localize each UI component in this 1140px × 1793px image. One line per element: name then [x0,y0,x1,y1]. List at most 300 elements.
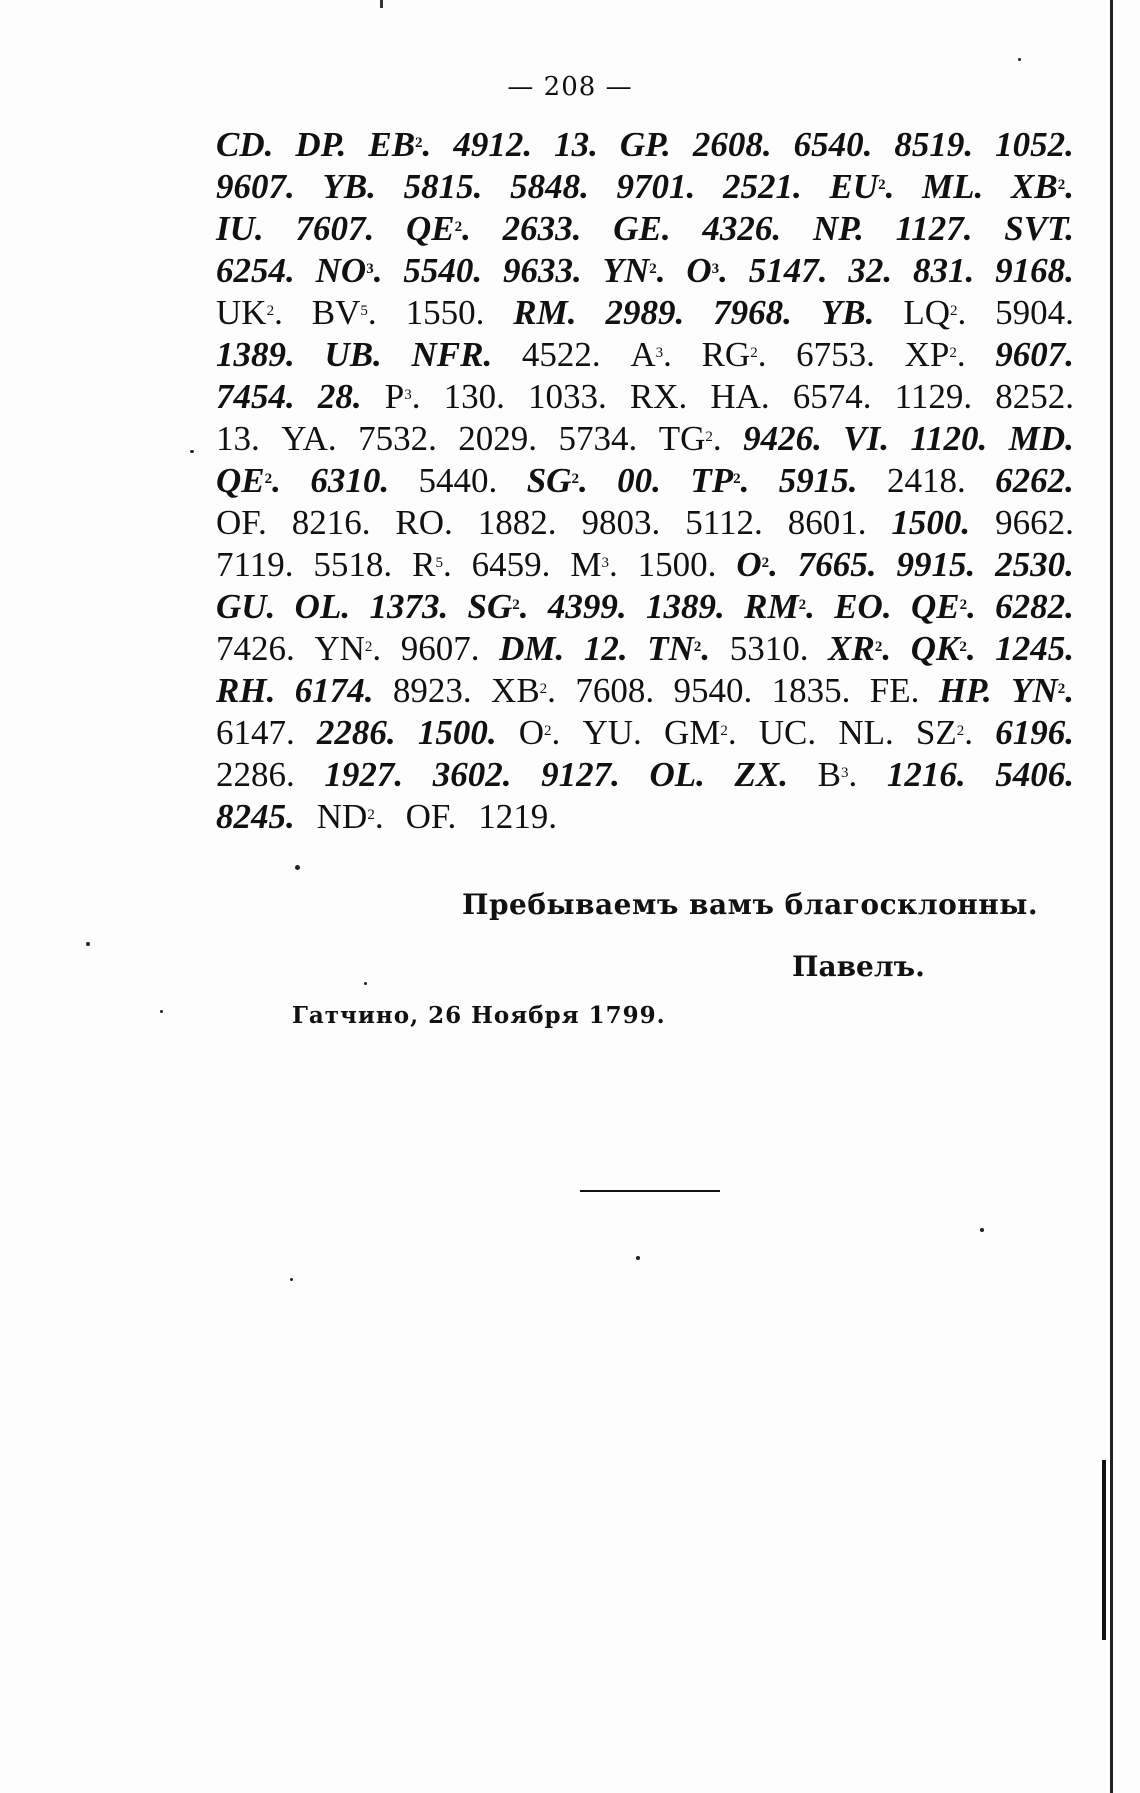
cipher-group-text: OL. [649,755,705,794]
cipher-group-text: 1882. [477,503,557,542]
cipher-punctuation: . [442,545,452,584]
cipher-punctuation: . [663,335,672,374]
cipher-group [216,586,275,628]
cipher-group [393,670,472,712]
cipher-group [548,586,627,628]
cipher-group [673,670,752,712]
cipher-group [796,334,875,376]
cipher-superscript: 3 [711,261,720,277]
cipher-group [1011,670,1074,712]
cipher-group-text: 5440. [418,461,498,500]
cipher-punctuation: . [882,629,892,668]
cipher-group [1011,166,1074,208]
cipher-group [478,796,557,838]
cipher-group [419,460,498,502]
cipher-group [570,544,617,586]
cipher-group-text: 2286. [216,755,295,794]
cipher-group [317,796,384,838]
cipher-group-text: QE [216,461,265,500]
cipher-group [216,124,273,166]
cipher-group-text: 5848. [510,167,589,206]
ink-speck [980,1228,984,1232]
cipher-group [603,250,666,292]
cipher-punctuation: . [848,755,858,794]
cipher-group-text: 6310. [310,461,390,500]
cipher-punctuation: . [272,461,281,500]
cipher-group [870,670,920,712]
cipher-group [418,712,497,754]
cipher-superscript: 2 [878,177,886,193]
cipher-superscript: 3 [601,555,609,571]
cipher-group [995,754,1074,796]
cipher-group-text: NO [315,251,367,290]
cipher-group-text: EB [368,125,416,164]
cipher-punctuation: . [769,545,778,584]
cipher-group-text: 7119. [216,545,294,584]
cipher-punctuation: . [956,335,966,374]
cipher-group [772,670,851,712]
cipher-group [582,502,661,544]
cipher-group [838,712,893,754]
cipher-group-text: 1219. [478,797,558,836]
cipher-line [216,712,1074,754]
cipher-group-text: 5904. [995,293,1074,332]
cipher-group-text: 2521. [723,167,802,206]
cipher-group-text: 32. [848,251,893,290]
cipher-group-text: 2418. [886,461,966,500]
cipher-superscript: 2 [949,303,958,319]
cipher-group-text: 6753. [796,335,875,374]
cipher-superscript: 2 [798,597,807,613]
cipher-group [369,586,448,628]
cipher-group [995,124,1074,166]
cipher-group [650,754,705,796]
cipher-line [216,502,1074,544]
cipher-group-text: ZX. [734,755,789,794]
cipher-group-text: NL. [838,713,894,752]
cipher-group [911,586,976,628]
cipher-group-text: 9607. [995,335,1074,374]
cipher-group [312,292,377,334]
cipher-group-text: 8216. [291,503,371,542]
page-edge-rule [1110,0,1113,1793]
cipher-punctuation: . [422,125,432,164]
cipher-group-text: 2608. [692,125,772,164]
cipher-group [324,754,403,796]
cipher-group-text: IU. [216,209,264,248]
section-separator-rule [580,1190,720,1192]
cipher-group [216,418,260,460]
cipher-line [216,208,1074,250]
cipher-group [453,124,532,166]
cipher-group-text: GP. [619,125,671,164]
cipher-group [358,418,437,460]
cipher-superscript: 2 [649,261,657,277]
cipher-line [216,754,1074,796]
cipher-group-text: RM. [513,293,577,332]
cipher-superscript: 2 [539,681,548,697]
cipher-group-text: YB. [820,293,875,332]
cipher-group-text: SG [526,461,572,500]
cipher-group-text: YA. [281,419,337,458]
cipher-group [788,502,867,544]
cipher-group [735,754,788,796]
cipher-punctuation: . [608,545,618,584]
cipher-line [216,166,1074,208]
cipher-group [723,166,802,208]
cipher-group [818,754,858,796]
cipher-group-text: 6574. [792,377,872,416]
cipher-group [314,628,381,670]
cipher-group [316,250,383,292]
cipher-group-text: YB. [322,167,376,206]
cipher-group-text: 9662. [995,503,1074,542]
cipher-group-text: 1033. [527,377,607,416]
cipher-group-text: 2530. [995,545,1074,584]
cipher-superscript: 2 [733,471,741,487]
cipher-group-text: 1927. [324,755,404,794]
cipher-punctuation: . [551,713,561,752]
cipher-group-text: GM [663,713,721,752]
cipher-superscript: 2 [454,219,463,235]
cipher-group [216,754,295,796]
cipher-group-text: O [518,713,545,752]
cipher-group [559,418,638,460]
cipher-group-text: DP. [295,125,347,164]
cipher-group-text: 1835. [771,671,851,710]
cipher-group [995,544,1074,586]
cipher-group-text: O [736,545,762,584]
cipher-group [995,376,1074,418]
cipher-group [295,208,374,250]
cipher-group-text: XR [828,629,875,668]
cipher-line [216,544,1074,586]
cipher-group [216,376,295,418]
cipher-line [216,250,1074,292]
cipher-group-text: 1373. [369,587,449,626]
cipher-punctuation: . [727,713,737,752]
cipher-group [491,670,556,712]
cipher-group-text: 5147. [748,251,828,290]
cipher-group-text: 9607. [400,629,480,668]
cipher-group-text: 4399. [547,587,627,626]
cipher-group-text: UC. [758,713,817,752]
cipher-group-text: 1052. [995,125,1074,164]
cipher-group-text: GU. [216,587,276,626]
cipher-punctuation: . [712,419,722,458]
cipher-group [575,670,654,712]
cipher-line [216,292,1074,334]
cipher-group [702,334,767,376]
cipher-group-text: 9607. [216,167,295,206]
cipher-group-text: 2029. [458,419,538,458]
cipher-superscript: 2 [949,345,957,361]
cipher-line [216,796,1074,838]
cipher-group [1009,418,1074,460]
cipher-group-text: 7426. [216,629,295,668]
cipher-superscript: 2 [761,555,770,571]
cipher-superscript: 2 [264,471,273,487]
cipher-superscript: 2 [364,639,373,655]
cipher-group-text: 8519. [894,125,974,164]
cipher-group [743,418,822,460]
cipher-group [292,502,371,544]
cipher-group-text: 7532. [358,419,437,458]
cipher-line [216,460,1074,502]
cipher-group-text: 1500. [637,545,717,584]
cipher-group-text: B [817,755,841,794]
cipher-group [713,292,792,334]
cipher-group [887,460,966,502]
cipher-group-text: 7665. [797,545,877,584]
cipher-line [216,586,1074,628]
cipher-group-text: ND [316,797,368,836]
cipher-group [401,628,480,670]
cipher-group-text: 1216. [886,755,966,794]
cipher-group [910,418,987,460]
top-edge-mark [380,0,383,8]
cipher-group [510,166,589,208]
cipher-punctuation: . [885,167,895,206]
cipher-group-text: FE. [869,671,920,710]
cipher-group [406,292,485,334]
cipher-group [995,334,1074,376]
cipher-punctuation: . [719,251,728,290]
cipher-group [630,334,672,376]
cipher-group-text: RX. [629,377,688,416]
cipher-group [710,376,769,418]
ink-speck [290,1278,293,1281]
ink-speck [86,942,90,946]
cipher-group-text: 1500. [417,713,497,752]
cipher-group-text: 5734. [558,419,638,458]
cipher-group-text: 2989. [605,293,685,332]
cipher-group [686,250,728,292]
cipher-group [779,460,858,502]
cipher-punctuation: . [519,587,529,626]
cipher-group-text: XP [904,335,950,374]
cipher-line [216,376,1074,418]
cipher-group [216,334,295,376]
cipher-group [503,208,582,250]
cipher-group [395,502,452,544]
signature: Павелъ. [792,950,925,983]
cipher-superscript: 2 [705,429,713,445]
cipher-superscript: 2 [512,597,520,613]
cipher-group-text: R [412,545,436,584]
cipher-group [368,124,431,166]
cipher-group [690,460,749,502]
cipher-group [318,376,362,418]
cipher-group [541,754,620,796]
cipher-group-text: 6147. [216,713,295,752]
cipher-superscript: 2 [1057,177,1066,193]
cipher-group [295,124,346,166]
cipher-group [896,208,973,250]
cipher-group-text: 9803. [581,503,661,542]
cipher-group-text: P [384,377,405,416]
cipher-line [216,628,1074,670]
cipher-group [403,250,482,292]
cipher-group-text: 5112. [685,503,763,542]
cipher-group [522,334,601,376]
cipher-group-text: 6254. [216,251,295,290]
cipher-group-text: OF. [216,503,267,542]
cipher-group-text: HA. [710,377,770,416]
cipher-group-text: SZ [915,713,957,752]
cipher-group-text: YU. [582,713,642,752]
cipher-group [458,418,537,460]
cipher-punctuation: . [547,671,556,710]
cipher-group [620,124,671,166]
cipher-line [216,124,1074,166]
cipher-group-text: RO. [395,503,453,542]
cipher-group-text: 2633. [502,209,582,248]
cipher-group [759,712,816,754]
cipher-group [478,502,557,544]
cipher-group-text: 13. [216,419,260,458]
cipher-group [404,166,483,208]
cipher-superscript: 5 [435,555,443,571]
cipher-superscript: 2 [959,639,967,655]
cipher-punctuation: . [967,587,976,626]
cipher-group-text: 12. [583,629,628,668]
cipher-group [630,376,687,418]
cipher-punctuation: . [964,713,974,752]
cipher-superscript: 2 [693,639,702,655]
cipher-group [895,376,972,418]
cipher-group-text: 1129. [894,377,973,416]
cipher-group [916,712,973,754]
cipher-group-text: 1389. [646,587,725,626]
cipher-group [1004,208,1074,250]
cipher-group-text: NP. [812,209,864,248]
ink-speck [364,982,367,985]
cipher-group-text: XB [491,671,540,710]
cipher-group [617,460,661,502]
cipher-superscript: 5 [360,303,368,319]
cipher-group-text: BV [311,293,361,332]
closing-phrase: Пребываемъ вамъ благосклонны. [462,888,1039,921]
cipher-superscript: 2 [544,723,552,739]
cipher-superscript: 3 [841,765,849,781]
ink-speck [190,450,194,453]
cipher-group [503,250,582,292]
cipher-group [317,712,396,754]
cipher-group [995,250,1074,292]
cipher-line [216,670,1074,712]
cipher-group [412,544,452,586]
cipher-group-text: 6262. [995,461,1074,500]
cipher-group [324,334,381,376]
cipher-punctuation: . [957,293,967,332]
cipher-punctuation: . [656,251,666,290]
cipher-group-text: 28. [317,377,362,416]
cipher-group-text: YN [1011,671,1058,710]
cipher-group-text: SVT. [1004,209,1074,248]
cipher-group-text: 8252. [995,377,1074,416]
cipher-group-text: 4326. [702,209,782,248]
cipher-group-text: A [630,335,656,374]
cipher-group-text: 5540. [403,251,483,290]
cipher-group [216,628,295,670]
cipher-group-text: 9701. [616,167,696,206]
cipher-group [295,670,374,712]
cipher-group [433,754,512,796]
cipher-group [499,628,564,670]
cipher-superscript: 2 [750,345,758,361]
cipher-group-text: 1245. [995,629,1074,668]
cipher-group-text: 6174. [294,671,374,710]
cipher-superscript: 2 [874,639,883,655]
cipher-group [613,208,670,250]
cipher-punctuation: . [701,629,711,668]
cipher-punctuation: . [966,629,976,668]
cipher-punctuation: . [462,209,471,248]
cipher-group-text: 6196. [995,713,1074,752]
cipher-group [519,712,561,754]
cipher-group-text: 5518. [313,545,393,584]
cipher-superscript: 2 [720,723,728,739]
cipher-punctuation: . [372,629,382,668]
cipher-group [322,166,375,208]
cipher-group-text: QE [406,209,455,248]
cipher-text-block [216,124,1074,838]
ink-speck [636,1256,640,1260]
cipher-punctuation: . [740,461,750,500]
cipher-group-text: DM. [499,629,565,668]
cipher-group [664,712,737,754]
ink-speck [160,1010,163,1013]
cipher-group-text: NFR. [411,335,493,374]
cipher-group-text: XB [1010,167,1058,206]
cipher-group [829,166,894,208]
cipher-group [216,250,295,292]
cipher-group-text: TP [690,461,734,500]
cipher-group-text: 130. [443,377,505,416]
cipher-group [702,208,781,250]
cipher-superscript: 2 [367,807,375,823]
cipher-group [843,418,889,460]
cipher-group-text: HP. [938,671,992,710]
cipher-line [216,334,1074,376]
cipher-group [905,334,966,376]
cipher-group [995,502,1074,544]
cipher-group-text: 7968. [713,293,792,332]
cipher-group-text: 9540. [673,671,753,710]
cipher-group [821,292,874,334]
cipher-group-text: UB. [324,335,382,374]
cipher-punctuation: . [806,587,815,626]
cipher-group-text: QK [910,629,960,668]
cipher-group-text: 6282. [995,587,1074,626]
cipher-group-text: OF. [405,797,457,836]
cipher-group-text: 6540. [793,125,873,164]
cipher-group [903,292,966,334]
cipher-group [744,586,815,628]
cipher-group-text: 8923. [392,671,472,710]
cipher-group-text: RG [701,335,751,374]
cipher-group [798,544,877,586]
cipher-group-text: 7454. [216,377,295,416]
cipher-group [911,628,976,670]
cipher-punctuation: . [373,251,383,290]
page-number: — 208 — [507,72,633,102]
cipher-superscript: 2 [1057,681,1066,697]
cipher-group-text: ML. [922,167,984,206]
cipher-superscript: 2 [959,597,968,613]
cipher-group [310,460,389,502]
